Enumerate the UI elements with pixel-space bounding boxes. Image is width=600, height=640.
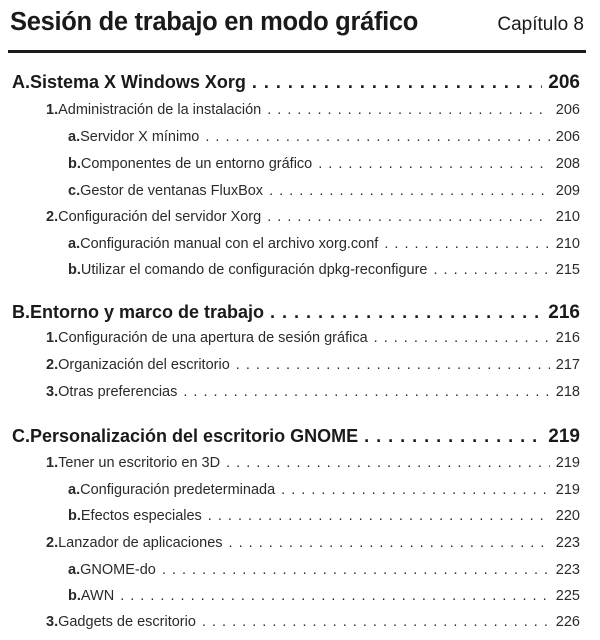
toc-leader [318, 156, 550, 172]
toc-leader [374, 330, 550, 346]
toc-page: 219 [548, 426, 580, 447]
toc-number: 3. [46, 614, 59, 630]
toc-entry-a1[interactable] [46, 102, 580, 118]
toc-number: 1. [46, 455, 59, 471]
toc-section-c[interactable] [12, 426, 580, 448]
toc-label: GNOME-do [80, 562, 156, 578]
toc-entry-b1[interactable] [46, 330, 580, 346]
toc-label: Configuración manual con el archivo xorg.conf [80, 236, 379, 252]
toc-label: Configuración del servidor Xorg [58, 209, 262, 225]
toc-number: a. [68, 482, 81, 498]
toc-label: Lanzador de aplicaciones [58, 535, 223, 551]
toc-page: 210 [555, 236, 580, 252]
toc-entry-a1b[interactable] [68, 156, 580, 172]
toc-entry-a1a[interactable] [68, 129, 580, 145]
toc-section-b[interactable] [12, 302, 580, 324]
toc-page: 206 [548, 72, 580, 93]
toc-leader [120, 588, 550, 604]
toc-entry-a2[interactable] [46, 209, 580, 225]
toc-label: Administración de la instalación [58, 102, 262, 118]
toc-leader [205, 129, 549, 145]
toc-entry-c1b[interactable] [68, 508, 580, 524]
toc-page: 223 [555, 562, 580, 578]
toc-leader [229, 535, 550, 551]
toc-number: 2. [46, 209, 59, 225]
toc-entry-c2b[interactable] [68, 588, 580, 604]
toc-entry-b3[interactable] [46, 384, 580, 400]
toc-number: C. [12, 426, 30, 446]
toc-leader [208, 508, 550, 524]
toc-entry-c1[interactable] [46, 455, 580, 471]
toc-entry-a2b[interactable] [68, 262, 580, 278]
toc-page: 223 [555, 535, 580, 551]
toc-page: 206 [555, 129, 580, 145]
toc-leader [269, 183, 550, 199]
toc-label: Otras preferencias [58, 384, 178, 400]
toc-label: Efectos especiales [80, 508, 202, 524]
toc-entry-c3[interactable] [46, 614, 580, 630]
toc-label: Sistema X Windows Xorg [30, 72, 246, 92]
toc-page: 219 [555, 455, 580, 471]
toc-number: 3. [46, 384, 59, 400]
toc-page: 210 [555, 209, 580, 225]
toc-leader [226, 455, 550, 471]
toc-number: b. [68, 156, 81, 172]
toc-number: 2. [46, 357, 59, 373]
toc-page: 219 [555, 482, 580, 498]
toc-label: Tener un escritorio en 3D [58, 455, 221, 471]
toc-leader [270, 302, 542, 323]
toc-leader [236, 357, 550, 373]
toc-label: Gestor de ventanas FluxBox [80, 183, 264, 199]
toc-label: Configuración predeterminada [80, 482, 276, 498]
toc-page: 220 [555, 508, 580, 524]
toc-number: b. [68, 588, 81, 604]
toc-label: Organización del escritorio [58, 357, 230, 373]
toc-leader [267, 209, 550, 225]
toc-number: a. [68, 562, 81, 578]
toc-label: Servidor X mínimo [80, 129, 200, 145]
toc-leader [202, 614, 550, 630]
toc-leader [267, 102, 550, 118]
toc-number: b. [68, 262, 81, 278]
toc-number: c. [68, 183, 81, 199]
toc-number: 1. [46, 102, 59, 118]
toc-entry-c2a[interactable] [68, 562, 580, 578]
toc-entry-a1c[interactable] [68, 183, 580, 199]
toc-label: Utilizar el comando de configuración dpkg-reconfigure [80, 262, 428, 278]
toc-label: Gadgets de escritorio [58, 614, 196, 630]
toc-leader [384, 236, 549, 252]
toc-section-a[interactable] [12, 72, 580, 94]
toc-page: 215 [555, 262, 580, 278]
toc-leader [162, 562, 550, 578]
toc-label: AWN [80, 588, 115, 604]
toc-leader [183, 384, 549, 400]
toc-page: 216 [548, 302, 580, 323]
toc-page: 208 [555, 156, 580, 172]
toc-leader [281, 482, 550, 498]
toc-number: a. [68, 236, 81, 252]
toc-number: a. [68, 129, 81, 145]
chapter-label: Capítulo 8 [497, 14, 584, 35]
toc-leader [364, 426, 542, 447]
toc-entry-c1a[interactable] [68, 482, 580, 498]
toc-page: 225 [555, 588, 580, 604]
toc-entry-b2[interactable] [46, 357, 580, 373]
toc-label: Personalización del escritorio GNOME [30, 426, 359, 446]
toc-entry-c2[interactable] [46, 535, 580, 551]
toc-page: 218 [555, 384, 580, 400]
toc-page: 209 [555, 183, 580, 199]
toc-number: b. [68, 508, 81, 524]
toc-page: 206 [555, 102, 580, 118]
toc-number: A. [12, 72, 30, 92]
toc-number: 2. [46, 535, 59, 551]
toc-leader [252, 72, 542, 93]
toc-page: 217 [555, 357, 580, 373]
toc-leader [433, 262, 549, 278]
toc-label: Configuración de una apertura de sesión gráfica [58, 330, 368, 346]
toc-page: 216 [555, 330, 580, 346]
toc-number: 1. [46, 330, 59, 346]
toc-label: Entorno y marco de trabajo [30, 302, 265, 322]
page-title: Sesión de trabajo en modo gráfico [10, 8, 419, 36]
toc-page: 226 [555, 614, 580, 630]
toc-number: B. [12, 302, 30, 322]
toc-entry-a2a[interactable] [68, 236, 580, 252]
toc-label: Componentes de un entorno gráfico [80, 156, 313, 172]
